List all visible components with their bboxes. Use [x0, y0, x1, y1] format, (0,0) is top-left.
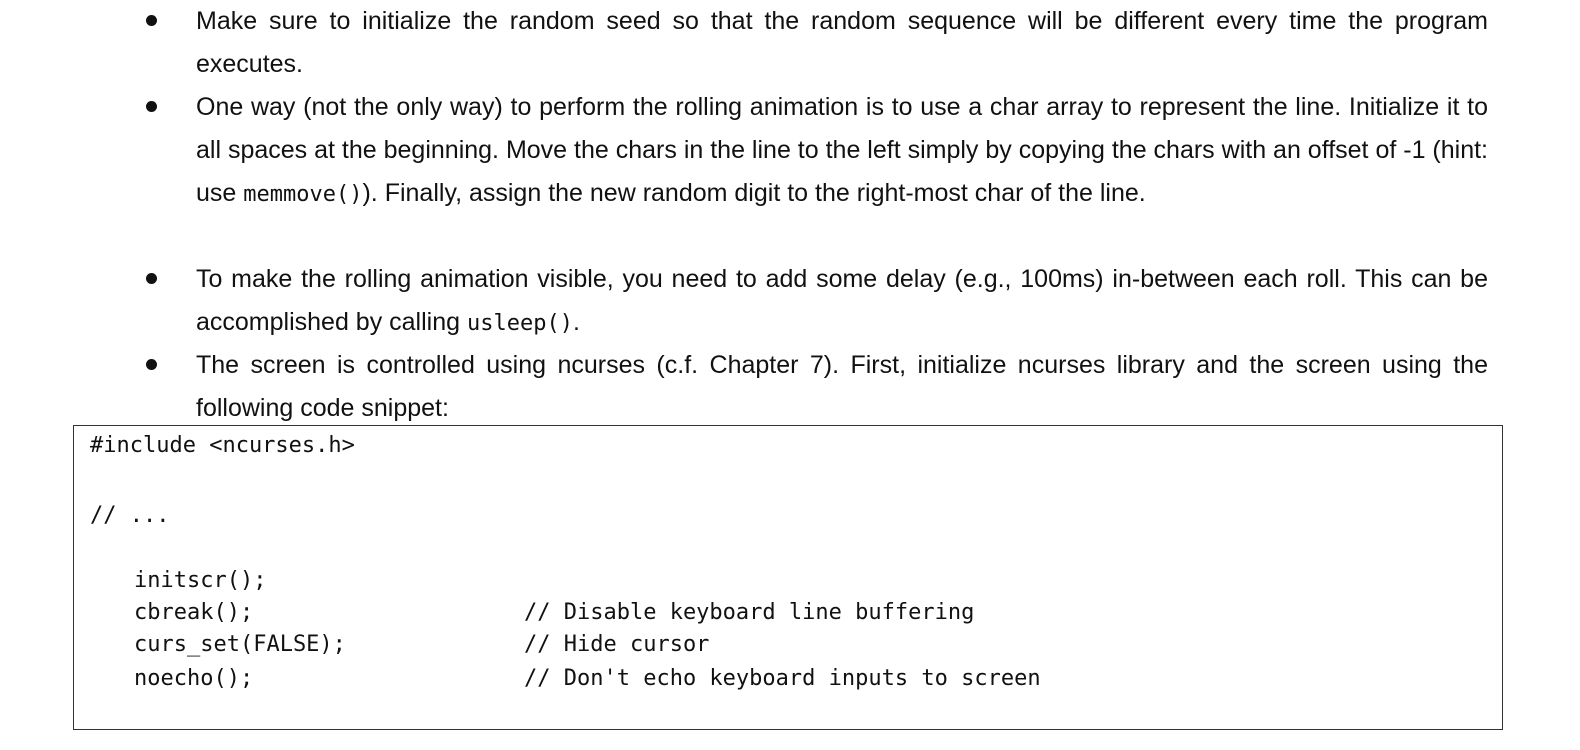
code-snippet-box — [73, 425, 1503, 730]
code-line-cbreak: cbreak(); — [134, 600, 254, 625]
bullet-dot-icon — [146, 15, 157, 26]
bullet-item-ncurses — [0, 344, 1488, 430]
bullet-dot-icon — [146, 359, 157, 370]
bullet-text-part-b: ). Finally, assign the new random digit to the right-most char of the line. — [362, 179, 1146, 207]
inline-code-memmove: memmove() — [243, 182, 363, 207]
code-line-initscr: initscr(); — [134, 568, 267, 593]
bullet-item-rolling-animation — [0, 86, 1488, 216]
code-line-noecho: noecho(); — [134, 666, 254, 691]
bullet-text-part-b: . — [572, 308, 580, 336]
code-ellipsis-comment: // ... — [90, 503, 170, 528]
bullet-dot-icon — [146, 273, 157, 284]
bullet-item-delay — [0, 258, 1488, 345]
code-comment-cbreak: // Disable keyboard line buffering — [524, 600, 975, 625]
code-comment-curs-set: // Hide cursor — [524, 632, 710, 657]
bullet-text-part-a: One way (not the only way) to perform the rolling animation is to use a char array to represent the line. Initialize it to all spaces at the beginning. Move the chars in the line to the left simply by copying the chars with an offset of -1 (hint: use — [196, 93, 1488, 207]
bullet-text: The screen is controlled using ncurses (c.f. Chapter 7). First, initialize ncurses library and the screen using the following code snippet: — [196, 351, 1488, 422]
bullet-dot-icon — [146, 101, 157, 112]
bullet-text: Make sure to initialize the random seed so that the random sequence will be different every time the program executes. — [196, 7, 1488, 78]
code-comment-noecho: // Don't echo keyboard inputs to screen — [524, 666, 1041, 691]
code-line-curs-set: curs_set(FALSE); — [134, 632, 346, 657]
bullet-item-random-seed — [0, 0, 1488, 86]
inline-code-usleep: usleep() — [466, 311, 573, 336]
bullet-text-part-a: To make the rolling animation visible, you need to add some delay (e.g., 100ms) in-between each roll. This can be accomplished by calling — [196, 265, 1488, 336]
code-include-line: #include <ncurses.h> — [90, 433, 355, 458]
